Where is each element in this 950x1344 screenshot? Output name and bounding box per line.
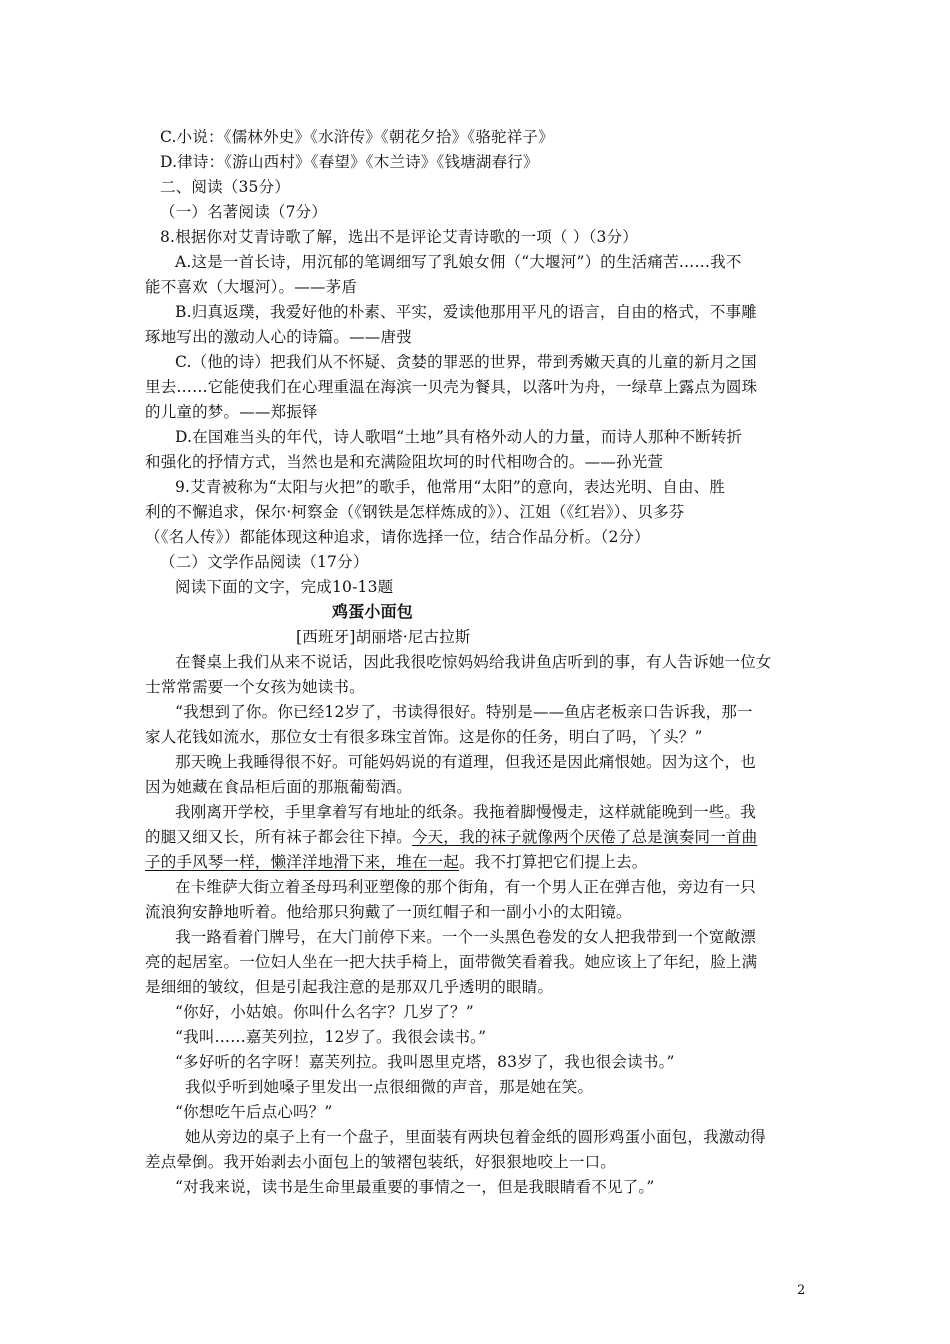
option-b: B.归真返璞，我爱好他的朴素、平实，爱读他那用平凡的语言，自由的格式，不事雕 [175, 303, 757, 321]
paragraph-line: 她从旁边的桌子上有一个盘子，里面装有两块包着金纸的圆形鸡蛋小面包，我激动得 [185, 1128, 766, 1146]
paragraph-line: 流浪狗安静地听着。他给那只狗戴了一顶红帽子和一副小小的太阳镜。 [145, 903, 632, 921]
text-line: 里去……它能使我们在心理重温在海滨一贝壳为餐具，以落叶为舟，一绿草上露点为圆珠 [145, 378, 758, 396]
text-segment: 。我不打算把它们提上去。 [459, 853, 648, 871]
dialogue-line: “你好，小姑娘。你叫什么名字？几岁了？” [175, 1003, 474, 1021]
text-line: 琢地写出的激动人心的诗篇。——唐弢 [145, 328, 412, 346]
option-c: C.（他的诗）把我们从不怀疑、贪婪的罪恶的世界，带到秀嫩天真的儿童的新月之国 [175, 353, 757, 371]
text-line: C.小说：《儒林外史》《水浒传》《朝花夕拾》《骆驼祥子》 [160, 128, 554, 146]
underlined-sentence: 子的手风琴一样，懒洋洋地滑下来，堆在一起 [145, 853, 460, 871]
paragraph-line: 士常常需要一个女孩为她读书。 [145, 678, 365, 696]
text-line: （《名人传》）都能体现这种追求，请你选择一位，结合作品分析。（2分） [145, 528, 650, 546]
paragraph-line: 那天晚上我睡得很不好。可能妈妈说的有道理，但我还是因此痛恨她。因为这个，也 [175, 753, 756, 771]
text-line: 和强化的抒情方式，当然也是和充满险阻坎坷的时代相吻合的。——孙光萱 [145, 453, 664, 471]
article-author: [西班牙]胡丽塔·尼古拉斯 [296, 628, 471, 646]
text-line: 利的不懈追求，保尔·柯察金（《钢铁是怎样炼成的》）、江姐（《红岩》）、贝多芬 [145, 503, 685, 521]
question-8: 8.根据你对艾青诗歌了解，选出不是评论艾青诗歌的一项（ ）（3分） [160, 228, 638, 246]
dialogue-line: “多好听的名字呀！嘉芙列拉。我叫恩里克塔，83岁了，我也很会读书。” [175, 1053, 675, 1071]
paragraph-line: 我似乎听到她嗓子里发出一点很细微的声音，那是她在笑。 [185, 1078, 594, 1096]
paragraph-line: 我刚离开学校，手里拿着写有地址的纸条。我拖着脚慢慢走，这样就能晚到一些。我 [175, 803, 756, 821]
paragraph-line [145, 827, 757, 847]
paragraph-line: 家人花钱如流水，那位女士有很多珠宝首饰。这是你的任务，明白了吗，丫头？” [145, 728, 703, 746]
option-a: A.这是一首长诗，用沉郁的笔调细写了乳娘女佣（“大堰河”）的生活痛苦……我不 [175, 253, 742, 271]
dialogue-line: “我叫……嘉芙列拉，12岁了。我很会读书。” [175, 1028, 487, 1046]
dialogue-line: “你想吃午后点心吗？” [175, 1103, 333, 1121]
text-line: D.律诗：《游山西村》《春望》《木兰诗》《钱塘湖春行》 [160, 153, 539, 171]
paragraph-line: 因为她藏在食品柜后面的那瓶葡萄酒。 [145, 778, 412, 796]
text-line: 能不喜欢（大堰河）。——茅盾 [145, 278, 358, 296]
section-heading: 二、阅读（35分） [160, 178, 291, 196]
page-number: 2 [797, 1283, 806, 1298]
dialogue-line: “对我来说，读书是生命里最重要的事情之一，但是我眼睛看不见了。” [175, 1178, 655, 1196]
paragraph-line: 我一路看着门牌号，在大门前停下来。一个一头黑色卷发的女人把我带到一个宽敞漂 [175, 928, 756, 946]
subsection-heading: （二）文学作品阅读（17分） [160, 553, 369, 571]
paragraph-line: “我想到了你。你已经12岁了，书读得很好。特别是——鱼店老板亲口告诉我，那一 [175, 703, 753, 721]
text-segment: 的腿又细又长，所有袜子都会往下掉。 [145, 828, 412, 846]
subsection-heading: （一）名著阅读（7分） [160, 203, 328, 221]
question-9: 9.艾青被称为“太阳与火把”的歌手，他常用“太阳”的意向，表达光明、自由、胜 [175, 478, 726, 496]
paragraph-line: 差点晕倒。我开始剥去小面包上的皱褶包装纸，好狠狠地咬上一口。 [145, 1153, 617, 1171]
paragraph-line: 是细细的皱纹，但是引起我注意的是那双几乎透明的眼睛。 [145, 978, 554, 996]
text-line: 的儿童的梦。——郑振铎 [145, 403, 318, 421]
underlined-sentence: 今天，我的袜子就像两个厌倦了总是演奏同一首曲 [411, 828, 758, 846]
paragraph-line: 在餐桌上我们从来不说话，因此我很吃惊妈妈给我讲鱼店听到的事，有人告诉她一位女 [175, 653, 772, 671]
option-d: D.在国难当头的年代，诗人歌唱“土地”具有格外动人的力量，而诗人那种不断转折 [175, 428, 743, 446]
paragraph-line [145, 852, 647, 872]
paragraph-line: 在卡维萨大街立着圣母玛利亚塑像的那个街角，有一个男人正在弹吉他，旁边有一只 [175, 878, 756, 896]
instruction: 阅读下面的文字，完成10-13题 [175, 578, 394, 596]
paragraph-line: 亮的起居室。一位妇人坐在一把大扶手椅上，面带微笑看着我。她应该上了年纪，脸上满 [145, 953, 758, 971]
article-title: 鸡蛋小面包 [332, 602, 414, 621]
